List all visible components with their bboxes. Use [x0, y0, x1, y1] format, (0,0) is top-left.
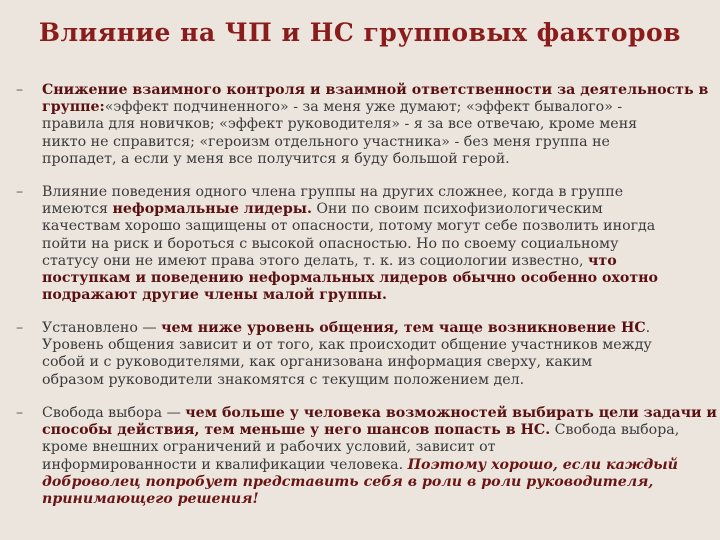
bullet-dash: –	[16, 405, 24, 421]
text-run: .	[645, 320, 651, 336]
text-line	[42, 287, 658, 304]
text-run: качествам хорошо защищены от опасности, потому могут себе позволить иногда	[42, 218, 656, 235]
emphasis-run: чем ниже уровень общения, тем чаще возникновение НС	[161, 320, 646, 336]
text-line	[42, 184, 658, 201]
text-run: правила для новичков; «эффект руководителя» - я за все отвечаю, кроме меня	[42, 116, 638, 133]
text-line	[42, 270, 658, 287]
emphasis-run: группе:	[42, 99, 105, 116]
text-line	[42, 320, 652, 337]
bullet-dash: –	[16, 82, 24, 98]
emphasis-run: доброволец попробует представить себя в роли в роли руководителя,	[42, 473, 654, 490]
text-run: никто не справится; «героизм отдельного участника» - без меня группа не	[42, 133, 610, 150]
text-run: Уровень общения зависит и от того, как происходит общение участников между	[42, 337, 652, 354]
emphasis-run: поступкам и поведению неформальных лидеров обычно особенно охотно	[42, 269, 659, 286]
text-line	[42, 116, 708, 133]
text-line	[42, 337, 652, 354]
list-item-text	[42, 82, 708, 168]
list-item-text	[42, 184, 658, 304]
emphasis-run: неформальные лидеры.	[112, 201, 312, 218]
text-run: «эффект подчиненного» - за меня уже думают; «эффект бывалого» -	[104, 99, 623, 116]
text-run: Свобода выбора —	[42, 405, 186, 421]
list-item-text	[42, 320, 652, 389]
text-line	[42, 82, 708, 99]
text-line	[42, 457, 717, 474]
emphasis-run: чем больше у человека возможностей выбирать цели задачи и	[185, 405, 717, 421]
bullet-dash: –	[16, 320, 24, 336]
text-line	[42, 201, 658, 218]
text-line	[42, 236, 658, 253]
text-run: Влияние поведения одного члена группы на других сложнее, когда в группе	[42, 184, 624, 200]
text-line	[42, 439, 717, 456]
text-run: пропадет, а если у меня все получится я буду большой герой.	[42, 150, 510, 167]
emphasis-run: Поэтому хорошо, если каждый	[407, 456, 678, 473]
text-line	[42, 405, 717, 422]
text-line	[42, 491, 717, 508]
emphasis-run: что	[588, 252, 617, 269]
text-run: собой и с руководителями, как организована информация сверху, каким	[42, 354, 593, 371]
text-run: кроме внешних ограничений и рабочих условий, зависит от	[42, 439, 496, 456]
text-line	[42, 422, 717, 439]
text-line	[42, 134, 708, 151]
text-run: информированности и квалификации человека.	[42, 456, 408, 473]
text-line	[42, 354, 652, 371]
emphasis-run: принимающего решения!	[42, 490, 259, 507]
list-item-text	[42, 405, 717, 508]
text-line	[42, 99, 708, 116]
bullet-dash: –	[16, 184, 24, 200]
text-run: Свобода выбора,	[550, 422, 680, 439]
text-run: Они по своим психофизиологическим	[311, 201, 603, 218]
text-run: образом руководители знакомятся с текущим положением дел.	[42, 371, 525, 388]
text-line	[42, 253, 658, 270]
text-line	[42, 474, 717, 491]
text-run: статусу они не имеют права этого делать, т. к. из социологии известно,	[42, 252, 589, 269]
emphasis-run: Снижение взаимного контроля и взаимной ответственности за деятельность в	[42, 82, 709, 98]
emphasis-run: подражают другие члены малой группы.	[42, 287, 387, 304]
slide-title: Влияние на ЧП и НС групповых факторов	[38, 18, 682, 47]
text-line	[42, 218, 658, 235]
emphasis-run: способы действия, тем меньше у него шансов попасть в НС.	[42, 422, 551, 439]
text-line	[42, 372, 652, 389]
text-run: имеются	[42, 201, 113, 218]
text-line	[42, 151, 708, 168]
text-run: Установлено —	[42, 320, 162, 336]
text-run: пойти на риск и бороться с высокой опасностью. Но по своему социальному	[42, 235, 619, 252]
